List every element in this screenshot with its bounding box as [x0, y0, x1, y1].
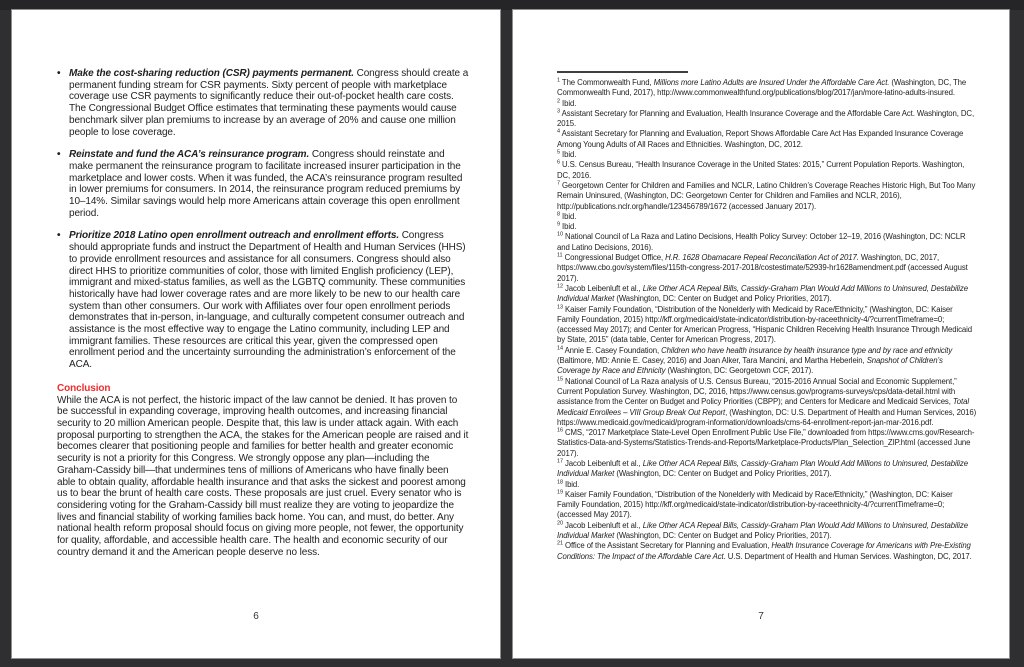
- document-page-7: [513, 10, 1009, 658]
- footnote-20: $^{20}$ Jacob Leibenluft et al., Like Other ACA Repeal Bills, Cassidy-Graham Plan Would Add Millions to Uninsured, Destabilize Individual Market (Washington, DC: Center on Budget and Policy Priorities, 2017).: [557, 520, 968, 541]
- bullet-item-2: [57, 149, 469, 219]
- footnote-15: $^{15}$ National Council of La Raza analysis of U.S. Census Bureau, “2015-2016 Annual Social and Economic Supplement,” Current Population Survey. Washington, DC, 2016, https://www.census.gov/programs-surveys/cps/data-detail.html with assistance from the Center on Budget and Policy Priorities (CBPP); and Centers for Medicare and Medicaid Services, Total Medicaid Enrollees – VIII Group Break Out Report, (Washington, DC: U.S. Department of Health and Human Services, 2016) https://www.medicaid.gov/medicaid/program-information/downloads/cms-64-enrollment-report-jan-mar-2016.pdf.: [557, 376, 977, 427]
- footnote-18: $^{18}$ Ibid.: [557, 478, 580, 489]
- footnote-number: 8: [557, 211, 560, 218]
- footnote-number: 20: [557, 520, 563, 527]
- document-page-6: [12, 10, 500, 658]
- footnote-number: 4: [557, 128, 560, 135]
- footnote-17: $^{17}$ Jacob Leibenluft et al., Like Other ACA Repeal Bills, Cassidy-Graham Plan Would Add Millions to Uninsured, Destabilize Individual Market (Washington, DC: Center on Budget and Policy Priorities, 2017).: [557, 458, 968, 479]
- footnote-number: 3: [557, 108, 560, 115]
- footnote-number: 21: [557, 540, 563, 547]
- conclusion-heading: Conclusion: [57, 382, 111, 394]
- footnote-number: 19: [557, 489, 563, 496]
- footnote-4: $^4$ Assistant Secretary for Planning and Evaluation, Report Shows Affordable Care Act Has Expanded Insurance Coverage Among Young Adults of All Races and Ethnicities. Washington, DC, 2012.: [557, 128, 964, 149]
- bullet-lead: Make the cost-sharing reduction (CSR) payments permanent.: [69, 68, 357, 79]
- viewer-top-band: [0, 0, 1024, 10]
- bullet-text: Congress should create a permanent funding stream for CSR payments. Sixty percent of people with marketplace coverage use CSR payments to significantly reduce their out-of-pocket health care costs. The Congressional Budget Office estimates that terminating these payments would cause benchmark silver plan premiums to increase by an average of 20% and cause one million people to lose coverage.: [69, 68, 469, 138]
- footnote-number: 17: [557, 458, 563, 465]
- bullet-text: Congress should reinstate and make permanent the reinsurance program to facilitate increased insurer participation in the marketplace and lower costs. When it was funded, the ACA’s reinsurance program resulted in lower premiums for consumers. In 2014, the reinsurance program reduced premiums by 10–14%. Similar savings would help more Americans attain coverage this open enrollment period.: [69, 149, 463, 219]
- footnote-separator-line: [557, 71, 688, 73]
- footnote-number: 7: [557, 180, 560, 187]
- conclusion-paragraph: While the ACA is not perfect, the historic impact of the law cannot be denied. It has proven to be successful in expanding coverage, improving health outcomes, and increasing financial security to 20 million American people. Despite that, this law is under attack again. With each proposal purporting to strengthen the ACA, the stakes for the American people are raised and it becomes clearer that positioning people and families for better health and greater economic security is not a priority for this Congress. We strongly oppose any plan—including the Graham-Cassidy bill—that undermines tens of millions of Americans who have finally been able to obtain quality, affordable health insurance and that asks the sickest and poorest among us to bear the brunt of health care costs. These proposals are just cruel. Every senator who is considering voting for the Graham-Cassidy bill must realize they are voting to jeopardize the lives and financial stability of working families back home. You can, and must, do better. Any national health reform proposal should focus on giving more people, not fewer, the opportunity for quality, affordable, and accessible health care. The health and economic security of our country demand it and the American people deserve no less.: [57, 394, 469, 558]
- page-6-content: [12, 10, 500, 558]
- footnote-number: 9: [557, 221, 560, 228]
- footnote-3: $^3$ Assistant Secretary for Planning and Evaluation, Health Insurance Coverage and the Affordable Care Act. Washington, DC, 2015.: [557, 108, 975, 129]
- footnote-number: 13: [557, 303, 563, 310]
- footnote-number: 1: [557, 77, 560, 84]
- footnote-number: 11: [557, 252, 563, 259]
- footnote-8: $^8$ Ibid.: [557, 211, 577, 221]
- footnote-12: $^{12}$ Jacob Leibenluft et al., Like Other ACA Repeal Bills, Cassidy-Graham Plan Would Add Millions to Uninsured, Destabilize Individual Market (Washington, DC: Center on Budget and Policy Priorities, 2017).: [557, 283, 968, 304]
- footnote-13: $^{13}$ Kaiser Family Foundation, “Distribution of the Nonelderly with Medicaid by Race/Ethnicity,” (Washington, DC: Kaiser Family Foundation, 2015) http://kff.org/medicaid/state-indicator/distribution-by-raceethnicity-4/?currentTimeframe=0; (accessed May 2017); and Center for American Progress, “Hispanic Children Receiving Health Insurance Through Medicaid by State, 2015” (data table, Center for American Progress, 2017).: [557, 303, 973, 345]
- footnote-number: 18: [557, 478, 563, 485]
- footnote-number: 16: [557, 427, 563, 434]
- footnote-number: 15: [557, 376, 563, 383]
- footnote-number: 6: [557, 159, 560, 166]
- footnote-number: 2: [557, 98, 560, 104]
- footnote-19: $^{19}$ Kaiser Family Foundation, “Distribution of the Nonelderly with Medicaid by Race/Ethnicity,” (Washington, DC: Kaiser Family Foundation, 2015) http://kff.org/medicaid/state-indicator/distribution-by-raceethnicity-4/?currentTimeframe=0; (accessed May 2017).: [557, 489, 953, 520]
- bullet-lead: Prioritize 2018 Latino open enrollment outreach and enrollment efforts.: [69, 230, 402, 242]
- footnote-number: 12: [557, 283, 563, 290]
- bullet-item-3: [57, 230, 469, 370]
- bullet-item-1: [57, 68, 469, 138]
- footnote-14: $^{14}$ Annie E. Casey Foundation, Children who have health insurance by health insurance type and by race and ethnicity (Baltimore, MD: Annie E. Casey, 2016) and Joan Alker, Tara Mancini, and Martha Heberlein, Snapshot of Children’s Coverage by Race and Ethnicity (Washington, DC: Georgetown CCF, 2017).: [557, 345, 953, 376]
- recommendation-bullet-list: [57, 68, 469, 371]
- footnote-2: $^2$ Ibid.: [557, 98, 577, 108]
- footnote-11: $^{11}$ Congressional Budget Office, H.R. 1628 Obamacare Repeal Reconciliation Act of 2017. Washington, DC, 2017, https://www.cbo.gov/system/files/115th-congress-2017-2018/costestimate/52939-hr1628amendment.pdf (accessed August 2017).: [557, 252, 968, 283]
- page-7-content: [513, 10, 1009, 562]
- page-number-right: 7: [758, 611, 764, 622]
- page-number-left: 6: [253, 611, 259, 622]
- footnote-number: 5: [557, 149, 560, 156]
- footnote-6: $^6$ U.S. Census Bureau, “Health Insurance Coverage in the United States: 2015,” Current Population Reports. Washington, DC, 2016.: [557, 159, 965, 180]
- footnote-21: $^{21}$ Office of the Assistant Secretary for Planning and Evaluation, Health Insurance Coverage for Americans with Pre-Existing Conditions: The Impact of the Affordable Care Act. U.S. Department of Health and Human Services. Washington, DC, 2017.: [557, 540, 972, 561]
- bullet-lead: Reinstate and fund the ACA’s reinsurance program.: [69, 149, 312, 161]
- footnote-9: $^9$ Ibid.: [557, 221, 577, 232]
- footnote-number: 14: [557, 345, 563, 352]
- footnote-number: 10: [557, 231, 563, 238]
- footnote-list: [557, 78, 977, 562]
- footnote-1: $^1$ The Commonwealth Fund, Millions more Latino Adults are Insured Under the Affordable Care Act. (Washington, DC, The Commonwealth Fund, 2017), http://www.commonwealthfund.org/publications/blog/2017/jan/more-latino-adults-insured.: [557, 77, 967, 98]
- bullet-text: Congress should appropriate funds and instruct the Department of Health and Human Services (HHS) to provide enrollment resources and assistance for all consumers. Congress should also direct HHS to prioritize communities of color, those with limited English proficiency (LEP), immigrant and mixed-status families, as well as the LGBTQ community. These communities historically have had lower coverage rates and are more likely to be new to our health care system than other consumers. Our work with Affiliates over four open enrollment periods demonstrates that in-person, in-language, and culturally competent consumer outreach and assistance is the most effective way to engage the Latino community, including LEP and immigrant families. These resources are critical this year, given the compressed open enrollment period and the uncertainty surrounding the administration’s enforcement of the ACA.: [69, 230, 466, 371]
- footnote-10: $^{10}$ National Council of La Raza and Latino Decisions, Health Policy Survey: October 12–19, 2016 (Washington, DC: NCLR and Latino Decisions, 2016).: [557, 231, 966, 252]
- footnote-16: $^{16}$ CMS, “2017 Marketplace State-Level Open Enrollment Public Use File,” downloaded from https://www.cms.gov/Research-Statistics-Data-and-Systems/Statistics-Trends-and-Reports/Marketplace-Products/Plan_Selection_ZIP.html (accessed June 2017).: [557, 427, 975, 458]
- footnote-7: $^7$ Georgetown Center for Children and Families and NCLR, Latino Children’s Coverage Reaches Historic High, But Too Many Remain Uninsured, (Washington, DC: Georgetown Center for Children and Families and NCLR, 2016), http://publications.nclr.org/handle/123456789/1672 (accessed January 2017).: [557, 180, 976, 211]
- footnote-5: $^5$ Ibid.: [557, 149, 577, 160]
